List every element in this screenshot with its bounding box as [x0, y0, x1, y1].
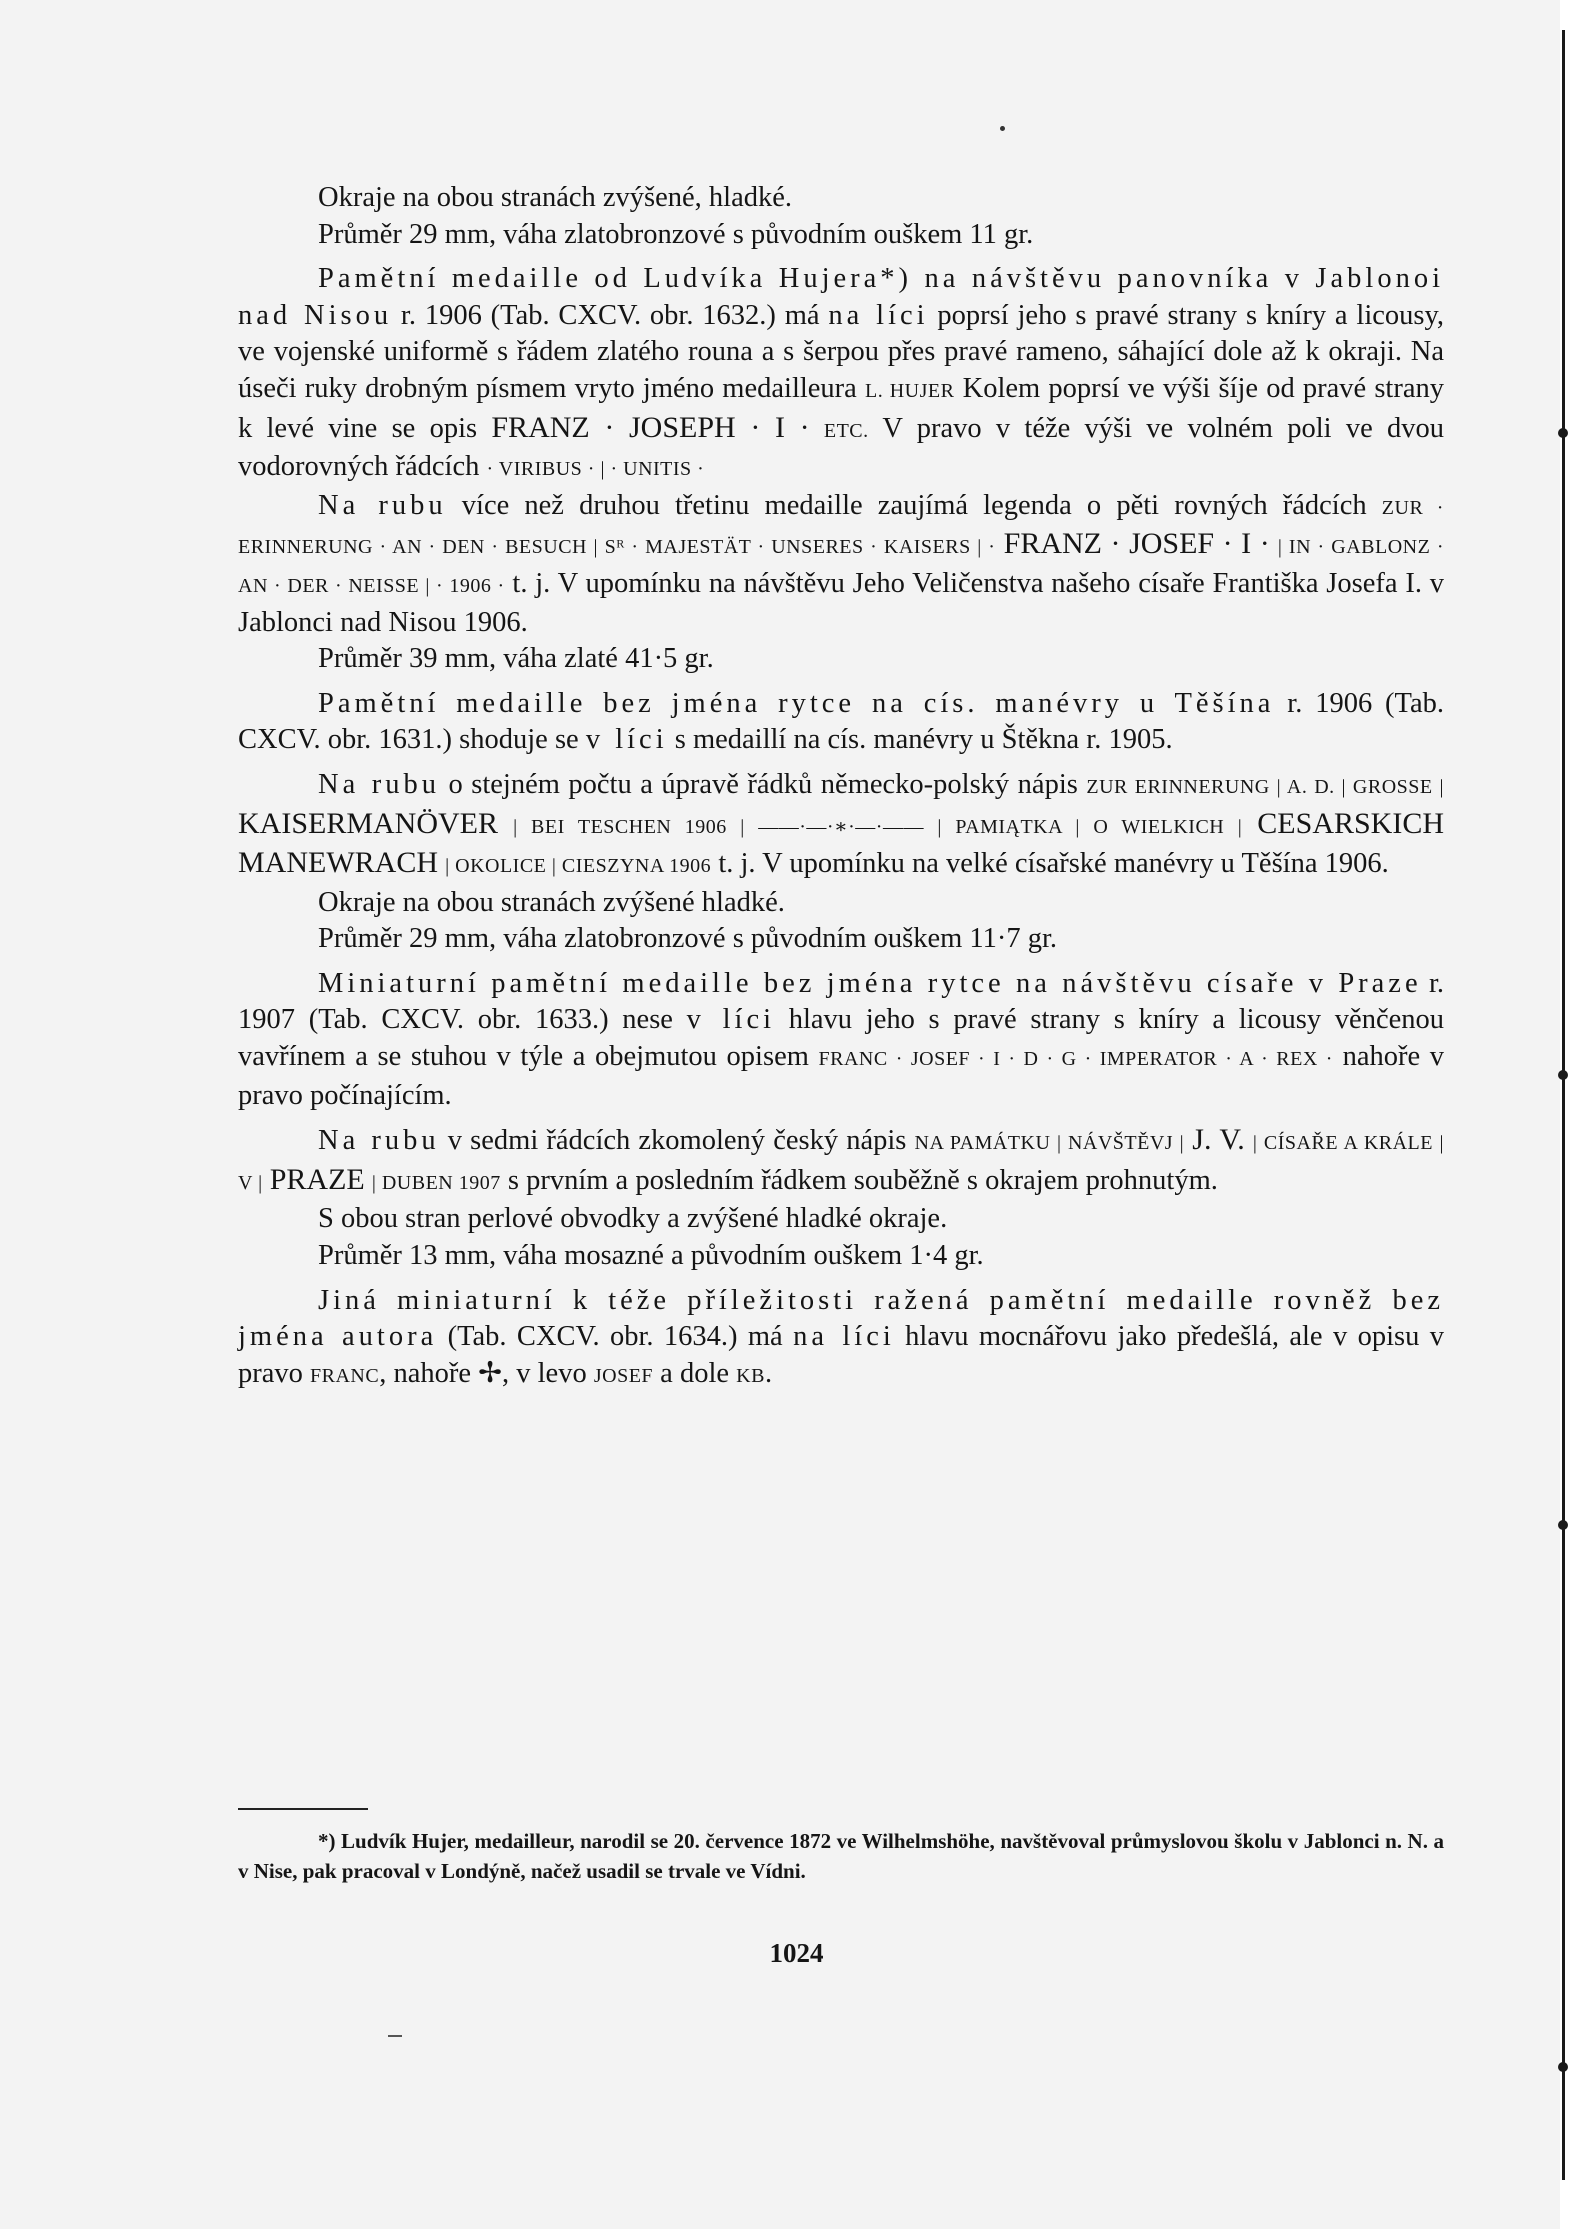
speck [388, 2035, 402, 2037]
footnote-text: *) Ludvík Hujer, medailleur, narodil se 20. července 1872 ve Wilhelmshöhe, navštěvoval průmyslovou školu v Jablonci n. N. a v Nise, pak pracoval v Londýně, načež usadil se trvale ve Vídni. [238, 1829, 1444, 1883]
binding-mark [1558, 2062, 1568, 2072]
page-number: 1024 [769, 1938, 824, 1968]
paragraph: Pamětní medaille bez jména rytce na cís. manévry u Těšína r. 1906 (Tab. CXCV. obr. 1631.) shoduje se v líci s medaillí na cís. manévry u Štěkna r. 1905. [238, 687, 1444, 756]
binding-mark [1558, 1070, 1568, 1080]
speck [1000, 126, 1005, 131]
paragraph: Průměr 13 mm, váha mosazné a původním ouškem 1·4 gr. [318, 1240, 984, 1272]
binding-line [1562, 30, 1565, 2180]
paragraph: Pamětní medaille od Ludvíka Hujera*) na návštěvu panovníka v Jablonoi nad Nisou r. 1906 (Tab. CXCV. obr. 1632.) má na líci poprsí jeho s pravé strany s kníry a licousy, ve vojenské uniformě s řádem zlatého rouna a s šerpou přes pravé rameno, sáhající dole až k okraji. Na úseči ruky drobným písmem vryto jméno medailleura L. HUJER Kolem poprsí ve výši šíje od pravé strany k levé vine se opis FRANZ · JOSEPH · I · ETC. V pravo v téže výši ve volném poli ve dvou vodorovných řádcích · VIRIBUS · | · UNITIS · [238, 263, 1444, 483]
paragraph: Okraje na obou stranách zvýšené, hladké. [318, 182, 793, 213]
paragraph: Jiná miniaturní k téže příležitosti ražená pamětní medaille rovněž bez jména autora (Tab. CXCV. obr. 1634.) má na líci hlavu mocnářovu jako předešlá, ale v opisu v pravo FRANC, nahoře ✢, v levo JOSEF a dole KB. [238, 1284, 1444, 1389]
footnote [238, 1826, 1444, 1886]
paragraph: Okraje na obou stranách zvýšené hladké. [318, 886, 785, 918]
binding-mark [1558, 1520, 1568, 1530]
footnote-divider [238, 1808, 368, 1810]
paragraph: S obou stran perlové obvodky a zvýšené hladké okraje. [318, 1203, 948, 1235]
binding-mark [1558, 428, 1568, 438]
paragraph: Průměr 29 mm, váha zlatobronzové s původním ouškem 11·7 gr. [318, 923, 1058, 955]
paragraph: Na rubu o stejném počtu a úpravě řádků německo-polský nápis ZUR ERINNERUNG | A. D. | GROSSE | KAISERMANÖVER | BEI TESCHEN 1906 | ——·—·∗·—·—— | PAMIĄTKA | O WIELKICH | CESARSKICH MANEWRACH | OKOLICE | CIESZYNA 1906 t. j. V upomínku na velké císařské manévry u Těšína 1906. [238, 768, 1445, 880]
paragraph: Na rubu více než druhou třetinu medaille zaujímá legenda o pěti rovných řádcích ZUR · ERINNERUNG · AN · DEN · BESUCH | Sᴿ · MAJESTÄT · UNSERES · KAISERS | · FRANZ · JOSEF · I · | IN · GABLONZ · AN · DER · NEISSE | · 1906 · t. j. V upomínku na návštěvu Jeho Veličenstva našeho císaře Františka Josefa I. v Jablonci nad Nisou 1906. [238, 489, 1445, 638]
paragraph: Průměr 39 mm, váha zlaté 41·5 gr. [318, 643, 714, 675]
body-text [238, 180, 1444, 1394]
paragraph: Průměr 29 mm, váha zlatobronzové s původním ouškem 11 gr. [318, 218, 1034, 250]
paragraph: Na rubu v sedmi řádcích zkomolený český nápis NA PAMÁTKU | NÁVŠTĚVJ | J. V. | CÍSAŘE A KRÁLE | V | PRAZE | DUBEN 1907 s prvním a posledním řádkem souběžně s okrajem prohnutým. [238, 1123, 1445, 1196]
paragraph: Miniaturní pamětní medaille bez jména rytce na návštěvu císaře v Praze r. 1907 (Tab. CXCV. obr. 1633.) nese v líci hlavu jeho s pravé strany s kníry a licousy věnčenou vavřínem a se stuhou v týle a obejmutou opisem FRANC · JOSEF · I · D · G · IMPERATOR · A · REX · nahoře v pravo počínajícím. [238, 967, 1445, 1111]
